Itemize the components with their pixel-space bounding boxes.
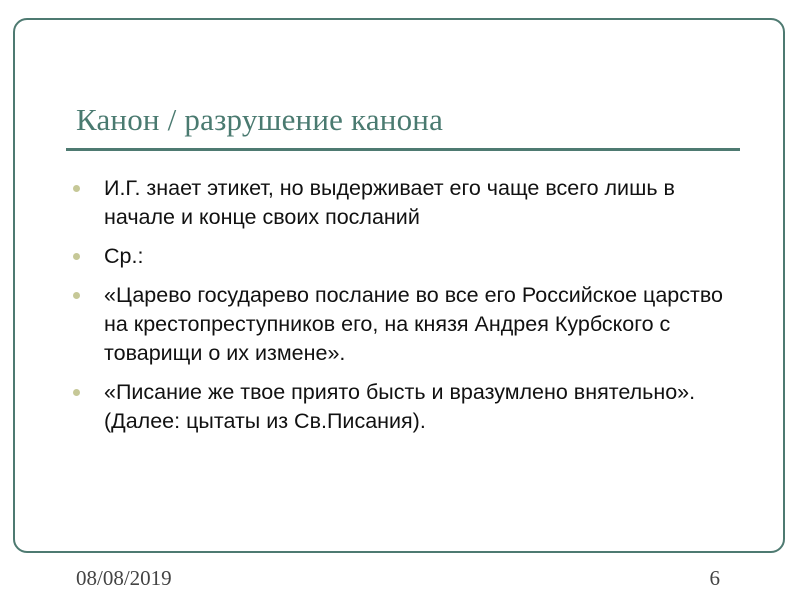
bullet-item <box>72 281 732 368</box>
bullet-item <box>72 174 732 232</box>
bullet-dot-icon <box>73 253 80 260</box>
bullet-list <box>72 174 732 446</box>
bullet-dot-icon <box>73 389 80 396</box>
bullet-text: «Царево государево послание во все его Российское царство на крестопреступников его, на князя Андрея Курбского с товарищи о их измене». <box>104 283 723 365</box>
bullet-dot-icon <box>73 292 80 299</box>
footer-date: 08/08/2019 <box>76 566 172 590</box>
bullet-item <box>72 378 732 436</box>
bullet-text: И.Г. знает этикет, но выдерживает его чаще всего лишь в начале и конце своих посланий <box>104 176 675 229</box>
page-number: 6 <box>709 566 720 590</box>
title-underline <box>66 148 740 151</box>
bullet-item <box>72 242 732 271</box>
bullet-text: «Писание же твое приято бысть и вразумлено внятельно». (Далее: цытаты из Св.Писания). <box>104 380 696 433</box>
bullet-dot-icon <box>73 185 80 192</box>
slide-title: Канон / разрушение канона <box>76 102 444 137</box>
bullet-text: Ср.: <box>104 244 144 268</box>
